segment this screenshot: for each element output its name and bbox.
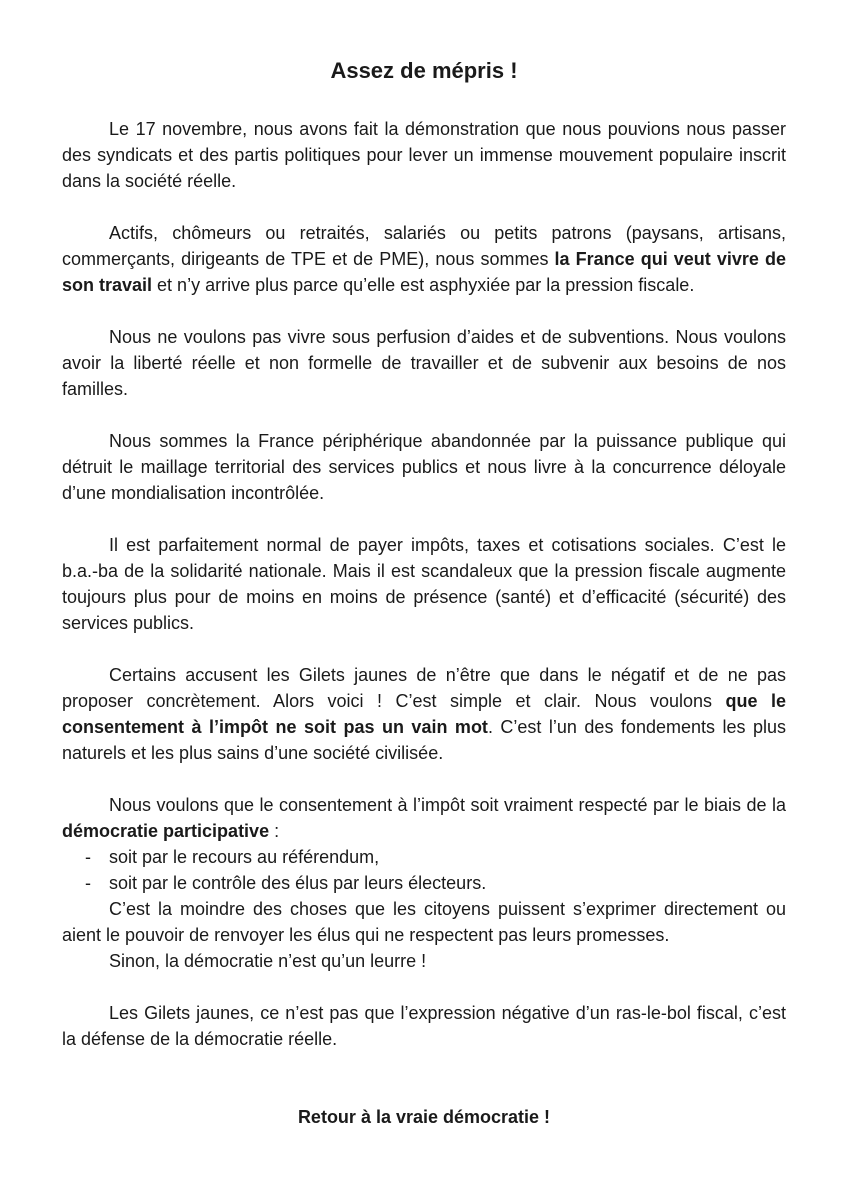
paragraph xyxy=(62,116,786,194)
paragraph xyxy=(62,428,786,506)
paragraph xyxy=(62,792,786,844)
list-item xyxy=(62,870,786,896)
text-run: C’est la moindre des choses que les citoyens puissent s’exprimer directement ou aient le pouvoir de renvoyer les élus qui ne respectent pas leurs promesses. xyxy=(62,899,786,945)
bold-text-run: démocratie participative xyxy=(62,821,270,841)
text-run: Actifs, chômeurs ou retraités, salariés ou petits patrons (paysans, artisans, commerçants, dirigeants de TPE et de PME), nous sommes xyxy=(62,223,786,269)
paragraph xyxy=(62,896,786,948)
list-item xyxy=(62,844,786,870)
dash-marker: - xyxy=(85,873,91,893)
bold-text-run: que le consentement à l’impôt ne soit pas un vain mot xyxy=(62,691,786,737)
text-run: Nous ne voulons pas vivre sous perfusion d’aides et de subventions. Nous voulons avoir la liberté réelle et non formelle de travailler et de subvenir aux besoins de nos familles. xyxy=(62,327,786,399)
paragraph xyxy=(62,662,786,766)
paragraph xyxy=(62,532,786,636)
paragraph xyxy=(62,324,786,402)
paragraph xyxy=(62,948,786,974)
text-run: Il est parfaitement normal de payer impôts, taxes et cotisations sociales. C’est le b.a.-ba de la solidarité nationale. Mais il est scandaleux que la pression fiscale augmente toujours plus pour de moins en moins de présence (santé) et d’efficacité (sécurité) des services publics. xyxy=(62,535,786,633)
text-run: Le 17 novembre, nous avons fait la démonstration que nous pouvions nous passer des syndicats et des partis politiques pour lever un immense mouvement populaire inscrit dans la société réelle. xyxy=(62,119,786,191)
document-title: Assez de mépris ! xyxy=(330,58,518,83)
paragraph xyxy=(62,220,786,298)
text-run: Les Gilets jaunes, ce n’est pas que l’expression négative d’un ras-le-bol fiscal, c’est la défense de la démocratie réelle. xyxy=(62,1003,786,1049)
paragraph xyxy=(62,1000,786,1052)
text-run: Sinon, la démocratie n’est qu’un leurre ! xyxy=(109,951,427,971)
text-run: Nous sommes la France périphérique abandonnée par la puissance publique qui détruit le maillage territorial des services publics et nous livre à la concurrence déloyale d’une mondialisation incontrôlée. xyxy=(62,431,786,503)
text-run: et n’y arrive plus parce qu’elle est asphyxiée par la pression fiscale. xyxy=(152,275,695,295)
text-run: Certains accusent les Gilets jaunes de n’être que dans le négatif et de ne pas proposer concrètement. Alors voici ! C’est simple et clair. Nous voulons xyxy=(62,665,786,711)
bold-text-run: la France qui veut vivre de son travail xyxy=(62,249,786,295)
text-run: : xyxy=(269,821,280,841)
document-body xyxy=(62,116,786,1052)
text-run: Nous voulons que le consentement à l’impôt soit vraiment respecté par le biais de la xyxy=(109,795,786,815)
text-run: . C’est l’un des fondements les plus naturels et les plus sains d’une société civilisée. xyxy=(62,717,786,763)
closing-slogan: Retour à la vraie démocratie ! xyxy=(297,1107,551,1127)
dash-marker: - xyxy=(85,847,91,867)
list-item-text: soit par le recours au référendum, xyxy=(109,847,380,867)
list-item-text: soit par le contrôle des élus par leurs électeurs. xyxy=(109,873,487,893)
bullet-list xyxy=(62,844,786,896)
